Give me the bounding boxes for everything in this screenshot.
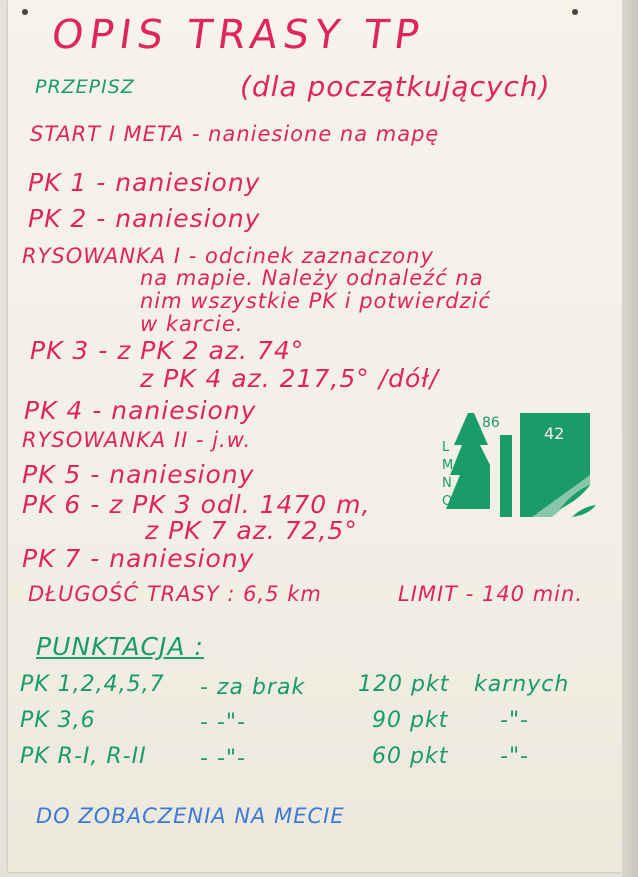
pk6-line1: PK 6 - z PK 3 odl. 1470 m, <box>22 490 371 519</box>
pk2-line: PK 2 - naniesiony <box>28 204 261 233</box>
pk3-line2: z PK 4 az. 217,5° /dół/ <box>140 364 439 393</box>
rysowanka1-line2: na mapie. Należy odnaleźć na <box>140 266 484 290</box>
closing-line: DO ZOBACZENIA NA MECIE <box>36 804 345 828</box>
pk3-line1: PK 3 - z PK 2 az. 74° <box>30 336 305 365</box>
logo-letter: M <box>442 458 454 473</box>
orienteering-logo <box>440 405 600 523</box>
page-title: OPIS TRASY TP <box>48 12 428 58</box>
logo-letter: O <box>442 494 453 509</box>
logo-letter: L <box>442 440 450 455</box>
scoring-row-1-note: karnych <box>474 672 570 697</box>
pin-hole <box>572 9 578 15</box>
scoring-row-2-note: -"- <box>500 708 529 733</box>
logo-number-right: 42 <box>544 424 565 443</box>
pk1-line: PK 1 - naniesiony <box>28 168 261 197</box>
scoring-row-1-points: 120 pkt <box>358 672 450 697</box>
pk4-line: PK 4 - naniesiony <box>24 396 257 425</box>
logo-number-left: 86 <box>482 415 500 431</box>
scoring-row-2-label: PK 3,6 <box>20 708 96 733</box>
subtitle-audience: (dla początkujących) <box>240 70 551 103</box>
scoring-row-2-points: 90 pkt <box>372 708 449 733</box>
scoring-row-1-dash: - za brak <box>200 675 306 700</box>
pk6-line2: z PK 7 az. 72,5° <box>145 516 358 545</box>
rysowanka1-line1: RYSOWANKA I - odcinek zaznaczony <box>22 244 434 268</box>
scoring-row-3-points: 60 pkt <box>372 744 449 769</box>
route-length: DŁUGOŚĆ TRASY : 6,5 km <box>28 582 322 606</box>
logo-graphic <box>446 413 596 517</box>
scoring-title: PUNKTACJA : <box>36 632 204 661</box>
time-limit: LIMIT - 140 min. <box>398 582 583 606</box>
start-meta-line: START I META - naniesione na mapę <box>30 122 440 146</box>
paper-edge <box>622 0 638 877</box>
scoring-row-1-label: PK 1,2,4,5,7 <box>20 672 165 697</box>
logo-letter: N <box>442 476 452 491</box>
scoring-row-3-dash: - -"- <box>200 746 246 771</box>
pk5-line: PK 5 - naniesiony <box>22 460 255 489</box>
scoring-row-3-note: -"- <box>500 744 529 769</box>
subtitle-instruction: PRZEPISZ <box>35 76 135 98</box>
pk7-line: PK 7 - naniesiony <box>22 544 255 573</box>
rysowanka2-line: RYSOWANKA II - j.w. <box>22 428 252 452</box>
rysowanka1-line3: nim wszystkie PK i potwierdzić <box>140 289 491 313</box>
rysowanka1-line4: w karcie. <box>140 312 244 336</box>
scoring-row-2-dash: - -"- <box>200 710 246 735</box>
scoring-row-3-label: PK R-I, R-II <box>20 744 147 769</box>
pin-hole <box>22 9 28 15</box>
